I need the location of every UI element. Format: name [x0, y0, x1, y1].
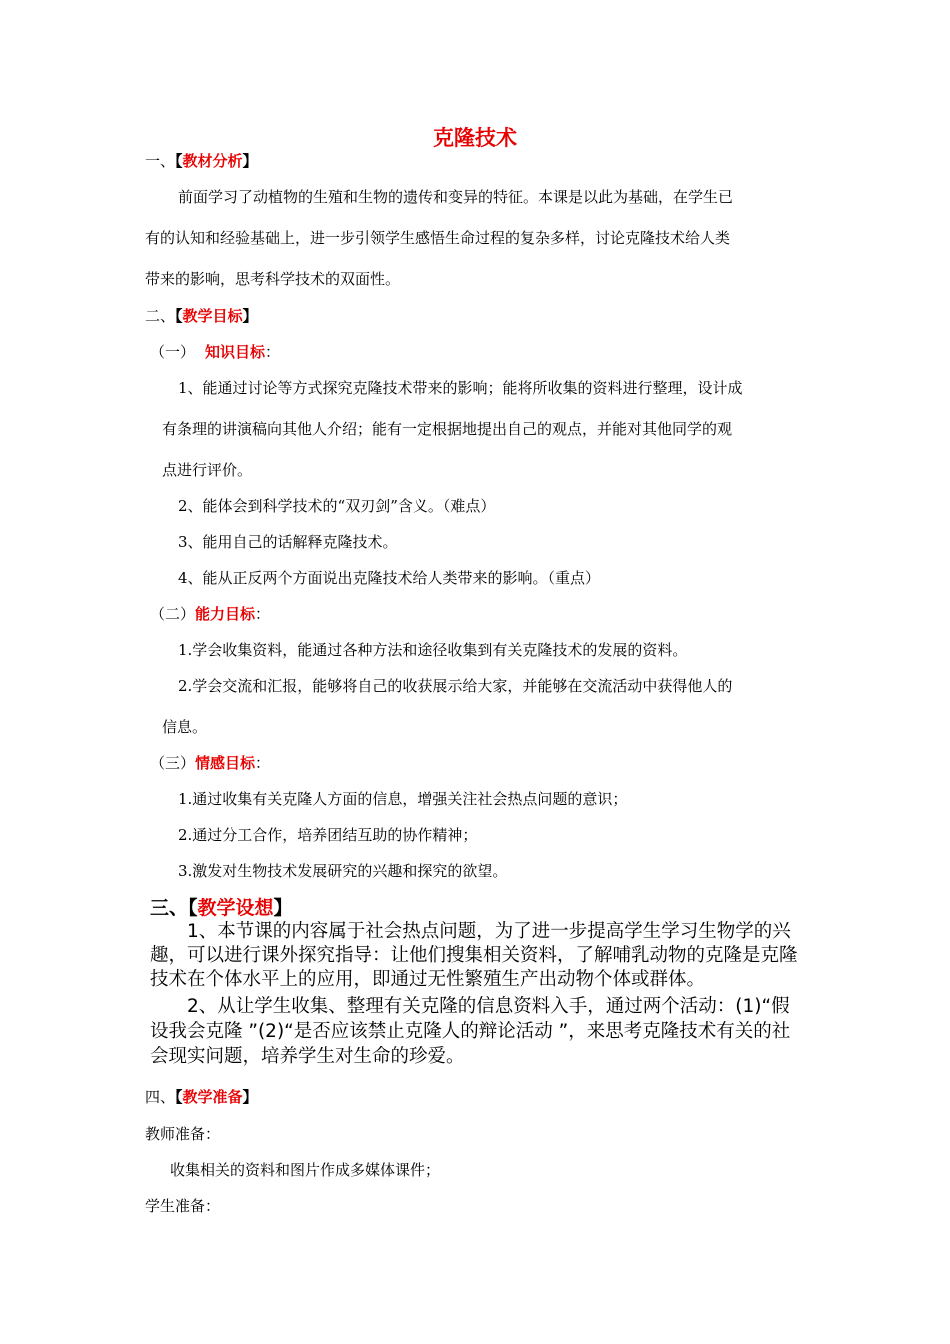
- list-item: 1、能通过讨论等方式探究克隆技术带来的影响；能将所收集的资料进行整理，设计成: [178, 379, 743, 397]
- paragraph-line: 有的认知和经验基础上，进一步引领学生感悟生命过程的复杂多样，讨论克隆技术给人类: [145, 229, 731, 247]
- paragraph-line: 1、本节课的内容属于社会热点问题，为了进一步提高学生学习生物学的兴: [187, 921, 791, 942]
- paragraph-line: 技术在个体水平上的应用，即通过无性繁殖生产出动物个体或群体。: [150, 969, 706, 990]
- section-number: 四、: [145, 1088, 176, 1106]
- list-item: 有条理的讲演稿向其他人介绍；能有一定根据地提出自己的观点，并能对其他同学的观: [162, 420, 733, 438]
- list-item: 2.学会交流和汇报，能够将自己的收获展示给大家，并能够在交流活动中获得他人的: [178, 677, 733, 695]
- paragraph-line: 趣，可以进行课外探究指导：让他们搜集相关资料，了解哺乳动物的克隆是克隆: [150, 945, 798, 966]
- section-number: 二、: [145, 307, 176, 325]
- list-item: 4、能从正反两个方面说出克隆技术给人类带来的影响。（重点）: [178, 569, 601, 587]
- list-item: 2.通过分工合作，培养团结互助的协作精神；: [178, 826, 478, 844]
- teacher-prep-label: 教师准备：: [145, 1125, 221, 1143]
- list-item: 3、能用自己的话解释克隆技术。: [178, 533, 398, 551]
- list-item: 1.通过收集有关克隆人方面的信息，增强关注社会热点问题的意识；: [178, 790, 628, 808]
- section-title: 教材分析: [182, 152, 243, 170]
- section-title: 教学目标: [182, 307, 243, 325]
- list-item: 3.激发对生物技术发展研究的兴趣和探究的欲望。: [178, 862, 508, 880]
- paragraph-line: 前面学习了动植物的生殖和生物的遗传和变异的特征。本课是以此为基础，在学生已: [178, 188, 734, 206]
- list-item: 1.学会收集资料，能通过各种方法和途径收集到有关克隆技术的发展的资料。: [178, 641, 688, 659]
- paragraph-line: 设我会克隆 ”(2)“是否应该禁止克隆人的辩论活动 ”，来思考克隆技术有关的社: [150, 1021, 791, 1042]
- list-item: 点进行评价。: [162, 461, 253, 479]
- ability-goals-heading: （二）能力目标：: [150, 605, 271, 623]
- section-number: 一、: [145, 152, 176, 170]
- page-title: 克隆技术: [433, 125, 517, 150]
- section-1-heading: 一、【教材分析】: [145, 152, 258, 170]
- paragraph-line: 带来的影响，思考科学技术的双面性。: [145, 270, 401, 288]
- teacher-prep-text: 收集相关的资料和图片作成多媒体课件；: [170, 1161, 441, 1179]
- section-number: 三、: [150, 897, 189, 919]
- paragraph-line: 2、从让学生收集、整理有关克隆的信息资料入手，通过两个活动：(1)“假: [187, 996, 790, 1017]
- paragraph-line: 会现实问题，培养学生对生命的珍爱。: [150, 1046, 465, 1067]
- emotion-goals-heading: （三）情感目标：: [150, 754, 271, 772]
- section-3-heading: 三、【教学设想】: [150, 897, 293, 919]
- section-title: 教学准备: [182, 1088, 243, 1106]
- section-title: 教学设想: [197, 897, 274, 919]
- student-prep-label: 学生准备：: [145, 1197, 221, 1215]
- list-item: 信息。: [162, 718, 208, 736]
- knowledge-goals-heading: （一） 知识目标：: [150, 343, 281, 361]
- section-4-heading: 四、【教学准备】: [145, 1088, 258, 1106]
- list-item: 2、能体会到科学技术的“双刃剑”含义。（难点）: [178, 497, 496, 515]
- section-2-heading: 二、【教学目标】: [145, 307, 258, 325]
